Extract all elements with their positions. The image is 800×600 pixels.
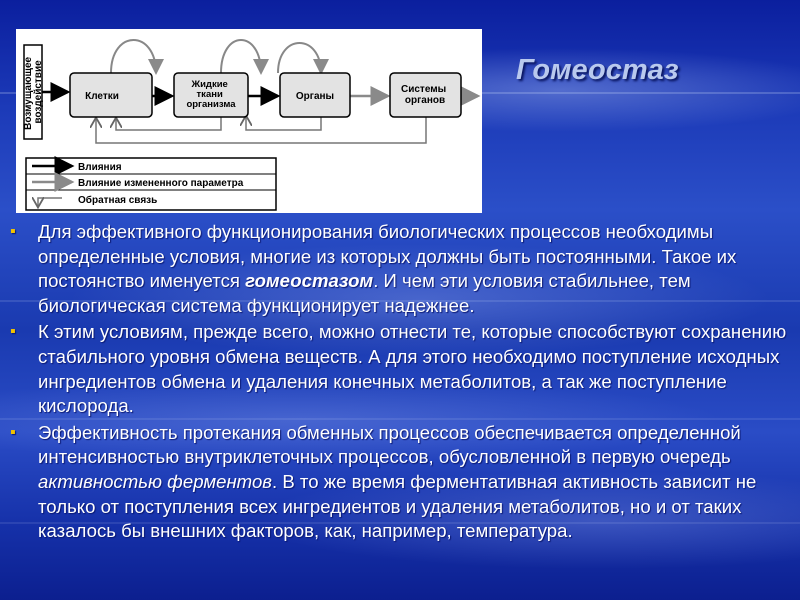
legend-feedback: Обратная связь bbox=[78, 195, 158, 206]
node-systems-line2: органов bbox=[404, 95, 446, 106]
slide-title: Гомеостаз bbox=[516, 54, 679, 86]
legend-influence: Влияния bbox=[78, 162, 122, 173]
bullet-text: К этим условиям, прежде всего, можно отнести те, которые способствуют сохранению стабильного уровня обмена веществ. А для этого необходимо поступление исходных ингредиентов обмена и удаления конечных метаболитов, а так же поступление кислорода. bbox=[38, 321, 787, 417]
bullet-list bbox=[10, 220, 790, 546]
bullet-text: Эффективность протекания обменных процессов обеспечивается определенной интенсивностью внутриклеточных процессов, обусловленной в первую очередь bbox=[38, 421, 741, 468]
disturbance-box bbox=[23, 45, 44, 139]
bullet-item bbox=[10, 320, 790, 418]
disturbance-label-line1: Возмущающее bbox=[23, 56, 34, 130]
bullet-marker-icon: ▪ bbox=[10, 423, 16, 441]
node-systems bbox=[390, 73, 461, 117]
bullet-item bbox=[10, 421, 790, 544]
svg-text:Возмущающее воздействи bbox=[23, 54, 44, 130]
bullet-text: . И чем эти условия стабильнее, тем биологическая система функционирует надежнее. bbox=[38, 270, 691, 316]
bullet-item bbox=[10, 220, 790, 318]
node-fluids-line2: ткани bbox=[196, 89, 223, 100]
node-systems-line1: Системы bbox=[401, 84, 447, 95]
bullet-marker-icon: ▪ bbox=[10, 323, 16, 341]
bullet-marker-icon: ▪ bbox=[10, 223, 16, 240]
bullet-text: Для эффективного функционирования биологических процессов необходимы определенные условия, многие из которых должны быть постоянными. Такое их постоянство именуется bbox=[38, 221, 737, 292]
node-cells-label: Клетки bbox=[85, 91, 119, 102]
disturbance-label-line2: воздействие bbox=[33, 60, 44, 124]
term-italic: активностью ферментов bbox=[38, 470, 273, 492]
node-cells bbox=[70, 73, 152, 117]
legend-changed-param: Влияние измененного параметра bbox=[78, 178, 244, 189]
svg-text:Системы органов bbox=[401, 84, 449, 106]
diagram-legend bbox=[26, 158, 276, 210]
term-highlight: гомеостазом bbox=[245, 270, 374, 292]
node-organs bbox=[280, 73, 350, 117]
node-fluids bbox=[174, 73, 248, 117]
bullet-text: . В то же время ферментативная активность зависит не только от поступления всех ингредиентов и удаления метаболитов, но и от таких казалось бы внешних факторов, как, например, температура. bbox=[38, 470, 757, 542]
node-fluids-line3: организма bbox=[186, 99, 236, 110]
homeostasis-diagram bbox=[16, 29, 482, 213]
node-fluids-line1: Жидкие bbox=[191, 79, 228, 90]
node-organs-label: Органы bbox=[295, 91, 335, 102]
